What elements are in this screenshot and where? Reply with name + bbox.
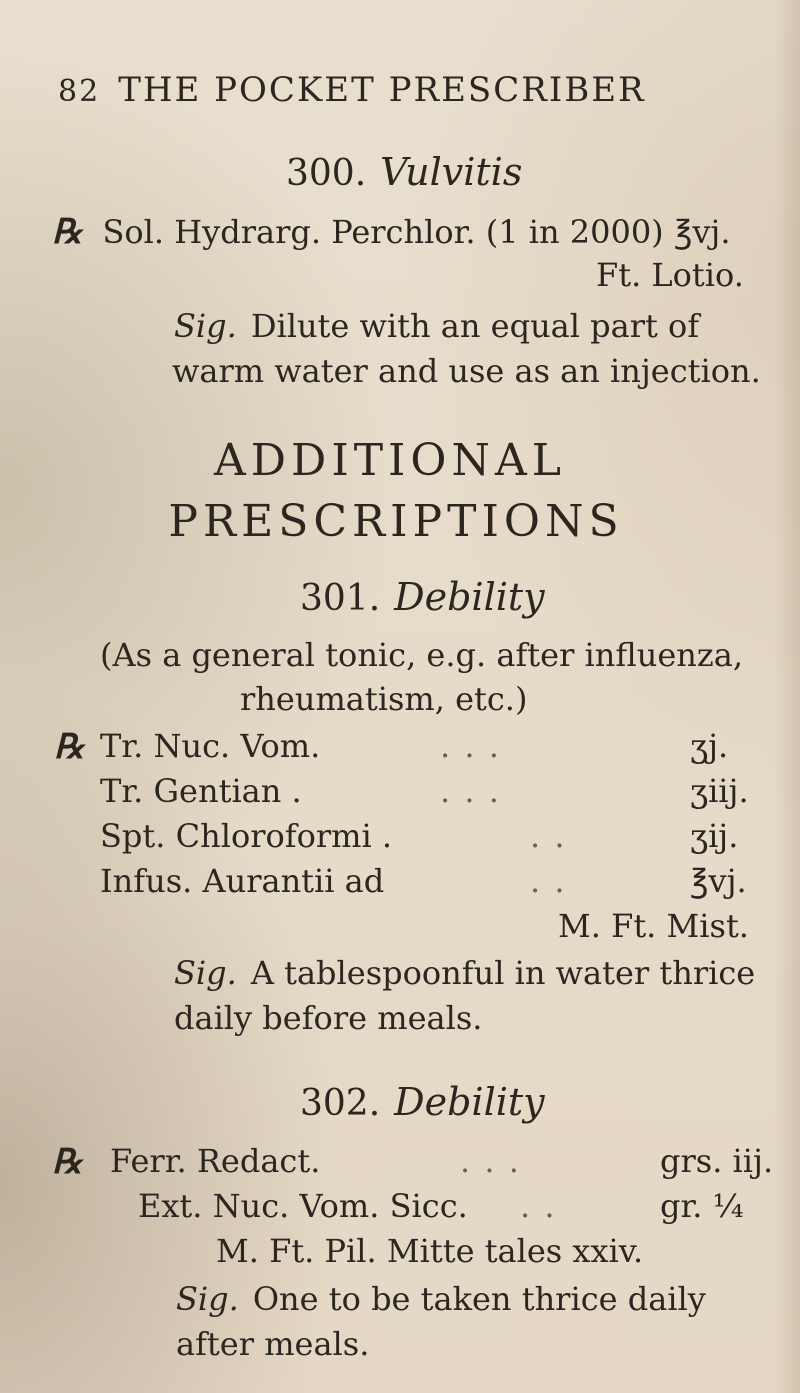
leader-dots: . . — [520, 1187, 557, 1225]
recipe-number: 301. — [300, 578, 381, 619]
rx-symbol: ℞ — [52, 212, 83, 252]
s300-formula-line — [52, 212, 730, 252]
s302-sig-line — [176, 1280, 706, 1318]
section-title-line2: PRESCRIPTIONS — [168, 496, 624, 547]
ingredient-quantity: ʒij. — [690, 817, 739, 855]
recipe-title: Vulvitis — [380, 150, 523, 194]
heading-300 — [286, 150, 522, 194]
s300-formula: Sol. Hydrarg. Perchlor. (1 in 2000) ℥vj. — [102, 213, 731, 251]
ingredient-name: Infus. Aurantii ad — [100, 862, 385, 900]
rx-symbol: ℞ — [54, 727, 85, 767]
s300-sig-cont: warm water and use as an injection. — [172, 352, 761, 390]
leader-dots: . . — [530, 862, 567, 900]
s301-note-cont: rheumatism, etc.) — [240, 680, 528, 718]
leader-dots: . . . — [440, 772, 501, 810]
leader-dots: . . . — [440, 727, 501, 765]
ingredient-row — [54, 727, 765, 767]
page-number: 82 — [58, 74, 101, 109]
s300-sig-text: Dilute with an equal part of — [250, 307, 700, 345]
recipe-title: Debility — [394, 1080, 545, 1124]
sig-label: Sig. — [176, 1280, 239, 1318]
s301-sig-cont: daily before meals. — [174, 999, 483, 1037]
rx-symbol: ℞ — [52, 1142, 83, 1182]
recipe-number: 300. — [286, 153, 367, 194]
s300-ft: Ft. Lotio. — [596, 256, 744, 294]
leader-dots: . . — [530, 817, 567, 855]
ingredient-row — [100, 862, 765, 902]
s301-note: (As a general tonic, e.g. after influenza, — [100, 636, 743, 674]
running-header — [58, 70, 646, 110]
ingredient-row — [100, 772, 765, 812]
running-title: THE POCKET PRESCRIBER — [118, 70, 646, 110]
s301-sig-line — [174, 954, 755, 992]
ingredient-row — [52, 1142, 774, 1182]
ingredient-name: Ext. Nuc. Vom. Sicc. — [138, 1187, 468, 1225]
sig-label: Sig. — [174, 954, 237, 992]
s301-mix: M. Ft. Mist. — [558, 907, 749, 945]
ingredient-row — [100, 1187, 765, 1227]
ingredient-row — [100, 817, 765, 857]
heading-301 — [300, 575, 545, 619]
ingredient-quantity: ℥vj. — [690, 862, 747, 900]
s301-sig-text: A tablespoonful in water thrice — [250, 954, 756, 992]
s302-mix: M. Ft. Pil. Mitte tales xxiv. — [216, 1232, 644, 1270]
ingredient-name: Tr. Nuc. Vom. — [100, 727, 321, 765]
s302-sig-cont: after meals. — [176, 1325, 370, 1363]
ingredient-quantity: gr. ¼ — [660, 1187, 744, 1225]
s300-sig-line — [174, 307, 699, 345]
ingredient-name: Tr. Gentian . — [100, 772, 302, 810]
page-edge-shadow — [774, 0, 800, 1393]
ingredient-quantity: ʒiij. — [690, 772, 749, 810]
ingredient-name: Spt. Chloroformi . — [100, 817, 393, 855]
ingredient-name: Ferr. Redact. — [110, 1142, 321, 1180]
section-title-line1: ADDITIONAL — [213, 435, 566, 486]
heading-302 — [300, 1080, 545, 1124]
sig-label: Sig. — [174, 307, 237, 345]
leader-dots: . . . — [460, 1142, 521, 1180]
s302-sig-text: One to be taken thrice daily — [252, 1280, 706, 1318]
recipe-number: 302. — [300, 1083, 381, 1124]
ingredient-quantity: ʒj. — [690, 727, 729, 765]
recipe-title: Debility — [394, 575, 545, 619]
ingredient-quantity: grs. iij. — [660, 1142, 774, 1180]
